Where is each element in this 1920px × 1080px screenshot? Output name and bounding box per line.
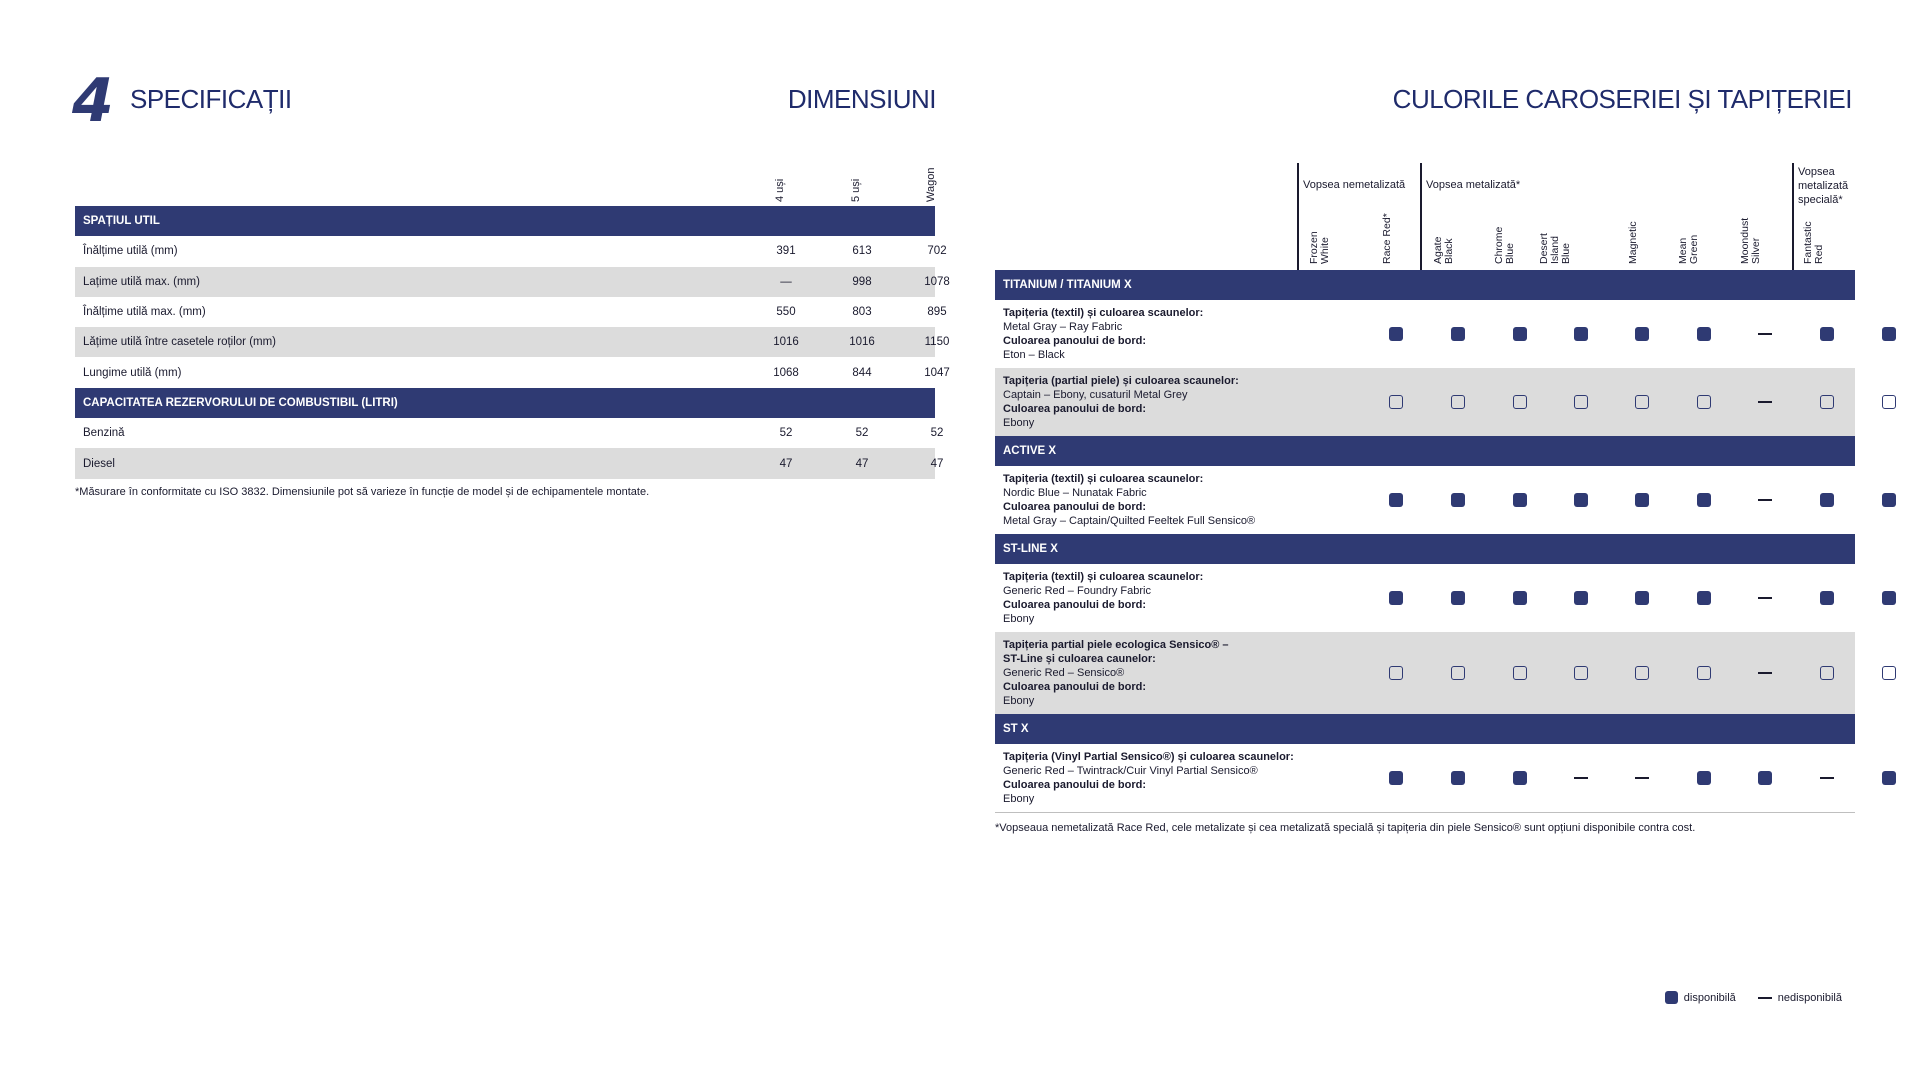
unavailable-dash-icon: [1574, 777, 1588, 779]
trim-heading: Tapițeria (partial piele) și culoarea scaunelor:: [1003, 375, 1239, 387]
trim-heading: Tapițeria (textil) și culoarea scaunelor:: [1003, 571, 1204, 583]
optional-mark-icon: [1451, 666, 1465, 680]
colors-footnote: *Vopseaua nemetalizată Race Red, cele metalizate și cea metalizată specială și tapițeria din piele Sensico® sunt opțiuni disponibile contra cost.: [995, 822, 1696, 834]
trim-row: [995, 368, 1855, 436]
trim-value: Generic Red – Foundry Fabric: [1003, 585, 1151, 597]
color-column-header: Frozen White: [1308, 231, 1331, 264]
section-header: SPAȚIUL UTIL: [75, 206, 935, 236]
colors-column-headers: [995, 160, 1855, 270]
trim-heading: Culoarea panoului de bord:: [1003, 599, 1147, 611]
cell-value: 47: [930, 457, 944, 470]
available-mark-icon: [1513, 327, 1527, 341]
section-header: ST-LINE X: [995, 534, 1855, 564]
available-mark-icon: [1574, 591, 1588, 605]
optional-mark-icon: [1697, 395, 1711, 409]
unavailable-dash-icon: [1758, 401, 1772, 403]
unavailable-dash-icon: [1820, 777, 1834, 779]
available-mark-icon: [1635, 591, 1649, 605]
dimensions-title: DIMENSIUNI: [787, 84, 936, 114]
dimensions-table: [75, 160, 950, 498]
available-mark-icon: [1574, 327, 1588, 341]
trim-heading: Culoarea panoului de bord:: [1003, 779, 1147, 791]
cell-value: 844: [852, 366, 872, 379]
trim-value: Ebony: [1003, 417, 1035, 429]
trim-heading: Tapițeria (Vinyl Partial Sensico®) și culoarea scaunelor:: [1003, 751, 1294, 763]
color-column-header: Agate Black: [1432, 236, 1455, 264]
cell-value: —: [780, 275, 792, 288]
row-label: Diesel: [83, 457, 115, 470]
available-mark-icon: [1882, 327, 1896, 341]
optional-mark-icon: [1697, 666, 1711, 680]
available-mark-icon: [1513, 493, 1527, 507]
cell-value: 550: [776, 306, 796, 319]
legend-item-available: [1665, 991, 1736, 1004]
available-mark-icon: [1820, 591, 1834, 605]
trim-value: Eton – Black: [1003, 349, 1065, 361]
dimensions-column-headers: [75, 160, 935, 206]
cell-value: 1078: [924, 275, 950, 288]
optional-mark-icon: [1389, 666, 1403, 680]
trim-heading: Culoarea panoului de bord:: [1003, 501, 1147, 513]
color-column-header: Chrome Blue: [1493, 226, 1516, 264]
color-column-header: Mean Green: [1677, 234, 1700, 264]
unavailable-dash-icon: [1758, 997, 1772, 999]
cell-value: 47: [855, 457, 869, 470]
cell-value: 47: [779, 457, 793, 470]
table-row: [75, 448, 944, 478]
trim-value: Metal Gray – Ray Fabric: [1003, 321, 1123, 333]
color-column-header: Moondust Silver: [1739, 217, 1762, 264]
column-header: 4 uși: [774, 178, 786, 202]
available-mark-icon: [1882, 591, 1896, 605]
available-mark-icon: [1820, 493, 1834, 507]
optional-mark-icon: [1820, 395, 1834, 409]
color-column-header: Magnetic: [1627, 221, 1639, 264]
optional-mark-icon: [1389, 395, 1403, 409]
available-mark-icon: [1389, 327, 1403, 341]
trim-heading: Culoarea panoului de bord:: [1003, 403, 1147, 415]
section-header: TITANIUM / TITANIUM X: [995, 270, 1855, 300]
divider: [995, 812, 1855, 813]
row-label: Benzină: [83, 427, 125, 440]
unavailable-dash-icon: [1758, 597, 1772, 599]
cell-value: 702: [927, 245, 947, 258]
cell-value: 1150: [924, 336, 950, 349]
available-mark-icon: [1513, 771, 1527, 785]
optional-mark-icon: [1513, 395, 1527, 409]
available-mark-icon: [1389, 493, 1403, 507]
row-label: Lungime utilă (mm): [83, 366, 182, 379]
row-label: Înălțime utilă (mm): [83, 245, 178, 258]
trim-value: Generic Red – Twintrack/Cuir Vinyl Partial Sensico®: [1003, 765, 1258, 777]
trim-heading: Culoarea panoului de bord:: [1003, 335, 1147, 347]
cell-value: 1016: [773, 336, 799, 349]
available-mark-icon: [1574, 493, 1588, 507]
cell-value: 895: [927, 306, 947, 319]
chapter-title: SPECIFICAȚII: [130, 84, 292, 114]
available-mark-icon: [1513, 591, 1527, 605]
cell-value: 52: [855, 427, 869, 440]
cell-value: 1047: [924, 366, 950, 379]
available-mark-icon: [1389, 771, 1403, 785]
colors-title: CULORILE CAROSERIEI ȘI TAPIȚERIEI: [1392, 84, 1852, 114]
available-mark-icon: [1389, 591, 1403, 605]
optional-mark-icon: [1882, 395, 1896, 409]
legend-item-unavailable: [1758, 992, 1842, 1004]
section-header: ACTIVE X: [995, 436, 1855, 466]
table-row: [75, 267, 950, 297]
cell-value: 1068: [773, 366, 799, 379]
trim-value: Generic Red – Sensico®: [1003, 667, 1125, 679]
unavailable-dash-icon: [1758, 672, 1772, 674]
table-row: [75, 327, 950, 357]
trim-row: [995, 744, 1855, 812]
row-label: Lațime utilă max. (mm): [83, 275, 200, 288]
row-label: Lățime utilă între casetele roților (mm): [83, 336, 277, 349]
color-column-header: Desert Island Blue: [1538, 233, 1572, 264]
optional-mark-icon: [1882, 666, 1896, 680]
section-header: CAPACITATEA REZERVORULUI DE COMBUSTIBIL (LITRI): [75, 388, 935, 418]
available-mark-icon: [1697, 327, 1711, 341]
chapter-number: 4: [72, 66, 111, 136]
row-label: Înălțime utilă max. (mm): [83, 306, 206, 319]
optional-mark-icon: [1635, 666, 1649, 680]
cell-value: 52: [779, 427, 793, 440]
unavailable-dash-icon: [1758, 333, 1772, 335]
available-mark-icon: [1451, 771, 1465, 785]
available-mark-icon: [1820, 327, 1834, 341]
table-row: [75, 418, 944, 448]
group-label: Vopsea metalizată*: [1426, 179, 1521, 191]
cell-value: 1016: [849, 336, 875, 349]
color-column-header: Fantastic Red: [1802, 221, 1825, 264]
table-row: [75, 236, 947, 266]
available-mark-icon: [1882, 771, 1896, 785]
trim-row: [995, 300, 1855, 368]
available-swatch-icon: [1665, 991, 1678, 1004]
available-mark-icon: [1635, 493, 1649, 507]
trim-row: [995, 564, 1855, 632]
trim-row: [995, 466, 1855, 534]
available-mark-icon: [1451, 493, 1465, 507]
legend-label: disponibilă: [1683, 991, 1736, 1004]
section-header: ST X: [995, 714, 1855, 744]
trim-heading: Tapițeria (textil) și culoarea scaunelor:: [1003, 307, 1204, 319]
cell-value: 52: [930, 427, 944, 440]
column-header: 5 uși: [850, 178, 862, 202]
trim-value: Ebony: [1003, 793, 1035, 805]
optional-mark-icon: [1574, 395, 1588, 409]
cell-value: 998: [852, 275, 872, 288]
trim-value: Metal Gray – Captain/Quilted Feeltek Full Sensico®: [1003, 515, 1256, 527]
dimensions-footnote: *Măsurare în conformitate cu ISO 3832. Dimensiunile pot să varieze în funcție de model și de echipamentele montate.: [75, 485, 650, 498]
trim-heading: Tapițeria partial piele ecologica Sensico® –: [1003, 639, 1229, 651]
trim-value: Ebony: [1003, 613, 1035, 625]
trim-value: Nordic Blue – Nunatak Fabric: [1003, 487, 1147, 499]
color-column-header: Race Red*: [1381, 213, 1393, 264]
legend-label: nedisponibilă: [1777, 991, 1842, 1004]
available-mark-icon: [1635, 327, 1649, 341]
unavailable-dash-icon: [1758, 499, 1772, 501]
group-divider: [1297, 163, 1299, 270]
trim-value: Captain – Ebony, cusaturil Metal Grey: [1003, 389, 1188, 401]
optional-mark-icon: [1820, 666, 1834, 680]
table-row: [75, 357, 950, 387]
available-mark-icon: [1451, 591, 1465, 605]
unavailable-dash-icon: [1635, 777, 1649, 779]
colors-table: [995, 160, 1855, 834]
available-mark-icon: [1697, 591, 1711, 605]
optional-mark-icon: [1513, 666, 1527, 680]
color-sections: [995, 270, 1855, 812]
column-header: Wagon: [925, 167, 937, 202]
legend: [1665, 991, 1842, 1004]
optional-mark-icon: [1635, 395, 1649, 409]
cell-value: 391: [776, 245, 796, 258]
trim-heading: Culoarea panoului de bord:: [1003, 681, 1147, 693]
table-row: [75, 297, 947, 327]
optional-mark-icon: [1574, 666, 1588, 680]
group-label: Vopsea metalizată specială*: [1798, 166, 1849, 206]
available-mark-icon: [1451, 327, 1465, 341]
trim-row: [995, 632, 1855, 714]
available-mark-icon: [1758, 771, 1772, 785]
available-mark-icon: [1697, 493, 1711, 507]
cell-value: 803: [852, 306, 872, 319]
trim-heading: ST-Line și culoarea caunelor:: [1003, 653, 1156, 665]
trim-heading: Tapițeria (textil) și culoarea scaunelor:: [1003, 473, 1204, 485]
group-divider: [1792, 163, 1794, 270]
group-divider: [1420, 163, 1422, 270]
cell-value: 613: [852, 245, 872, 258]
available-mark-icon: [1697, 771, 1711, 785]
group-label: Vopsea nemetalizată: [1303, 179, 1406, 191]
optional-mark-icon: [1451, 395, 1465, 409]
trim-value: Ebony: [1003, 695, 1035, 707]
available-mark-icon: [1882, 493, 1896, 507]
